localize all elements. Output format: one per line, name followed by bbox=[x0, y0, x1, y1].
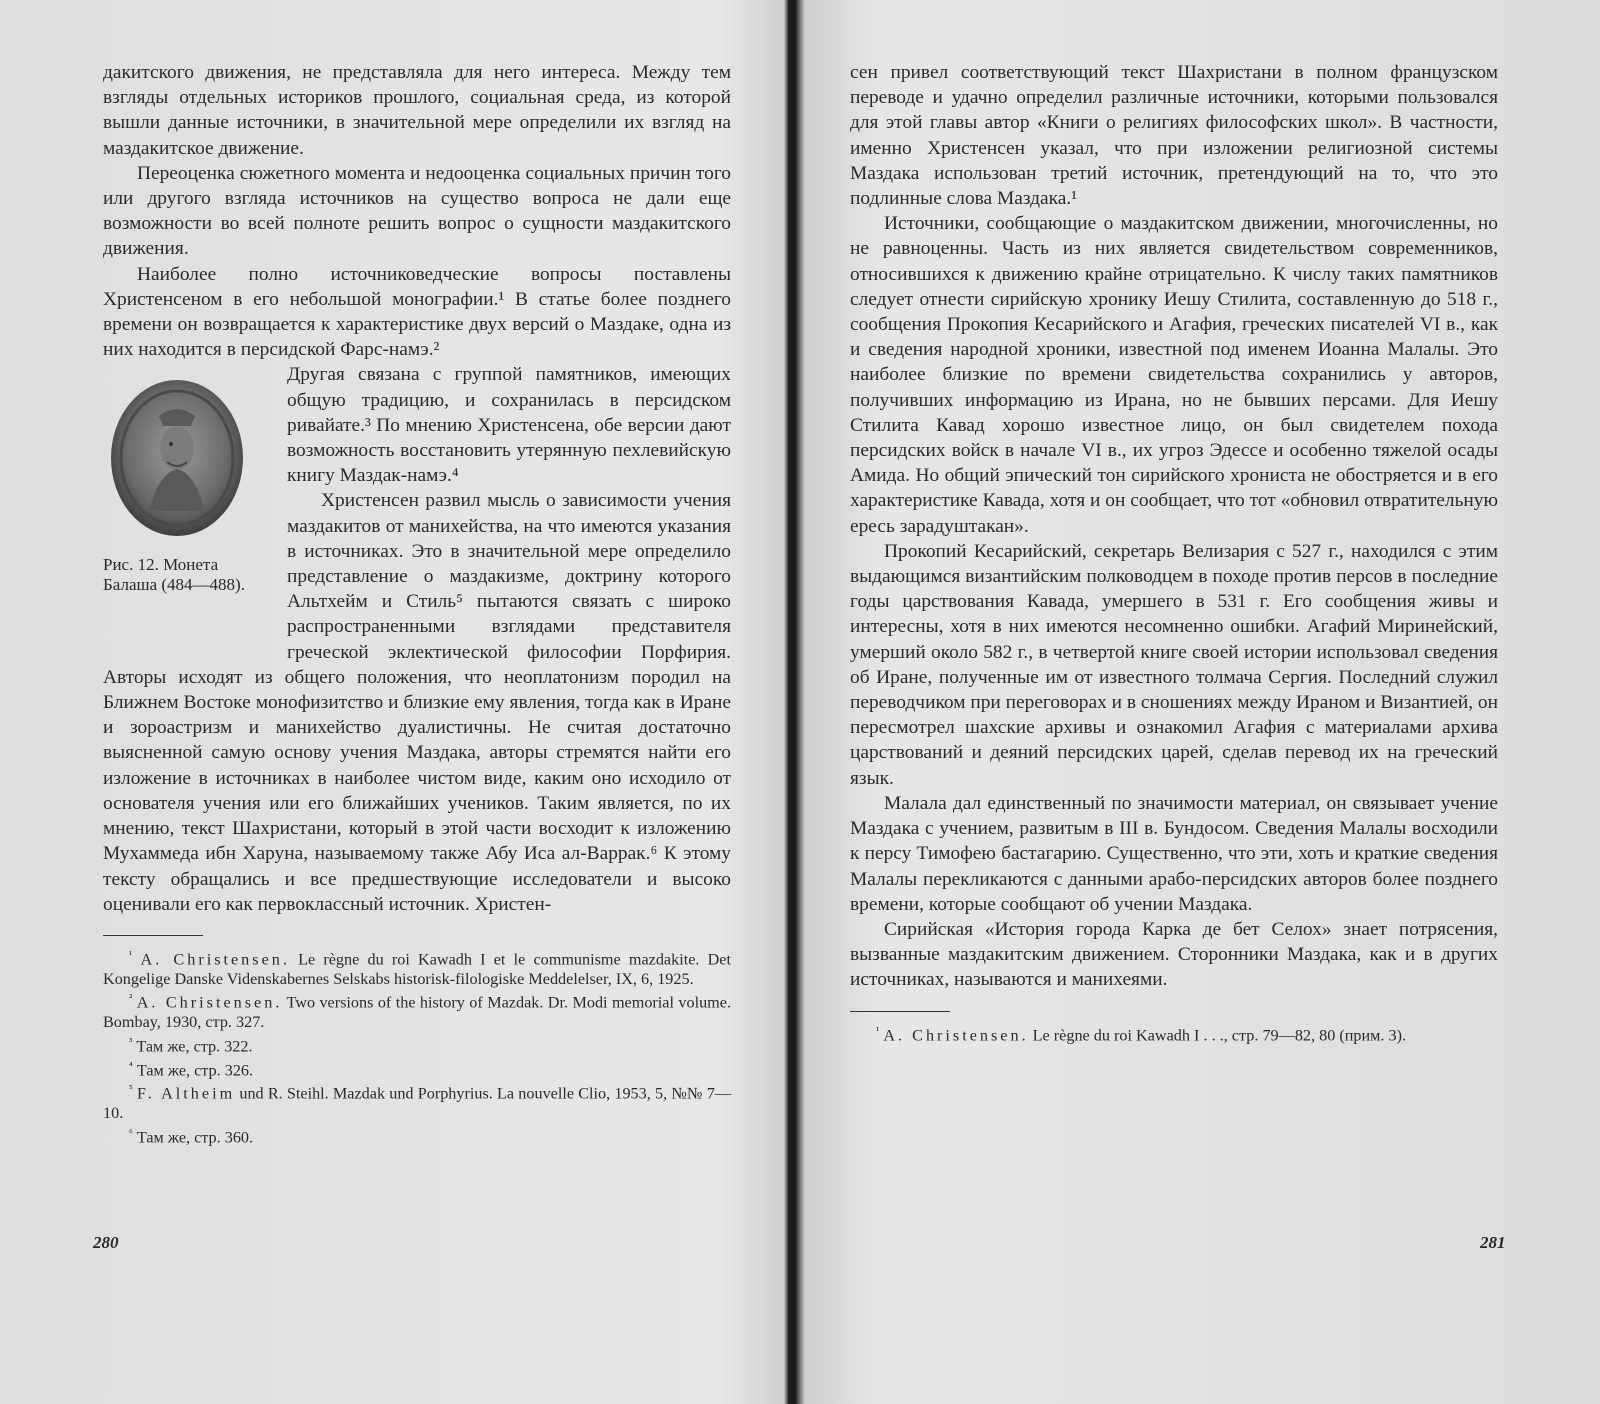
left-page bbox=[0, 0, 785, 1404]
right-paragraph-1: сен привел соответствующий текст Шахристани в полном французском переводе и удачно определил различные источники, которыми пользовался для этой главы автор «Книги о религиях философских школ». В частности, именно Христенсен указал, что при изложении религиозной системы Маздака использован третий источник, претендующий на то, что это подлинные слова Маздака.¹ bbox=[850, 62, 1498, 210]
footnote: $^{^5}$ F. Altheim und R. Steihl. Mazdak und Porphyrius. La nouvelle Clio, 1953, 5, №№ 7—10. bbox=[103, 1083, 732, 1123]
right-paragraph-3: Прокопий Кесарийский, секретарь Велизария с 527 г., находился с этим выдающимся византийским полководцем в походе против персов в последние годы царствования Кавада, умершего в 531 г. Его сообщения живы и интересны, хотя в них имеются несомненно ошибки. Агафий Миринейский, умерший около 582 г., в четвертой книге своей истории использовал сведения об Иране, полученные им от известного толмача Сергия. Последний служил переводчиком при переговорах и в сношениях между Ираном и Византией, он пересмотрел шахские архивы и ознакомил Агафия с материалами архива царствований и деяний персидских царей, сделав перевод их на греческий язык. bbox=[850, 540, 1498, 789]
right-body-text bbox=[850, 60, 1498, 1045]
left-paragraph-1: дакитского движения, не представляла для него интереса. Между тем взгляды отдельных историков прошлого, социальная среда, из которой вышли данные источники, в значительной мере определили их взгляд на маздакитское движение. bbox=[103, 62, 731, 159]
figure-caption: Рис. 12. Монета Балаша (484—488). bbox=[103, 555, 245, 595]
footnote: $^{^6}$ Там же, стр. 360. bbox=[129, 1126, 254, 1147]
left-body-text bbox=[103, 60, 731, 1148]
footnote: $^{^1}$ A. Christensen. Le règne du roi Kawadh I et le communisme mazdakite. Det Kongelige Danske Videnskabernes Selskabs historisk-filologiske Meddelelser, IX, 6, 1925. bbox=[103, 948, 731, 988]
left-paragraph-2: Переоценка сюжетного момента и недооценка социальных причин того или другого взгляда источников на существо вопроса не дали еще возможности во всей полноте решить вопрос о сущности маздакитского движения. bbox=[103, 162, 731, 260]
right-paragraph-5: Сирийская «История города Карка де бет Селох» знает потрясения, вызванные маздакитским движением. Сторонники Маздака, как и в других источниках, называются и манихеями. bbox=[850, 918, 1498, 991]
footnote: $^{^2}$ A. Christensen. Two versions of the history of Mazdak. Dr. Modi memorial volume. Bombay, 1930, стр. 327. bbox=[103, 992, 732, 1032]
footnote: $^{^3}$ Там же, стр. 322. bbox=[129, 1035, 253, 1056]
right-paragraph-2: Источники, сообщающие о маздакитском движении, многочисленны, но не равноценны. Часть из них является свидетельством современников, относившихся к движению крайне отрицательно. К числу таких памятников следует отнести сирийскую хронику Иешу Стилита, составленную до 518 г., сообщения Прокопия Кесарийского и Агафия, греческих писателей VI в., как и сведения народной хроники, известной под именем Иоанна Малалы. Это наиболее близкие по времени свидетельства сохранились у авторов, получивших информацию из Ирана, но не бывших персами. Для Иешу Стилита Кавад хорошо известное лицо, он был свидетелем похода персидских войск в начале VI в., их угроз Эдессе и особенно тяжелой осады Амида. Но общий эпический тон сирийского хрониста не обостряется и в его характеристике Кавада, хотя и он сообщает, что тот «обновил отвратительную ересь зарадуштакан». bbox=[850, 213, 1498, 537]
right-paragraph-4: Малала дал единственный по значимости материал, он связывает учение Маздака с учением, развитым в III в. Бундосом. Сведения Малалы восходили к персу Тимофею бастагарию. Существенно, что эти, хоть и краткие сведения Малалы перекликаются с данными арабо-персидских авторов более позднего времени, которые сообщают об учении Маздака. bbox=[850, 792, 1498, 915]
left-footnotes bbox=[103, 946, 731, 1148]
right-footnotes bbox=[850, 1022, 1498, 1046]
coin-figure bbox=[103, 366, 273, 646]
left-paragraph-3a: Наиболее полно источниковедческие вопросы поставлены Христенсеном в его небольшой монографии.¹ В статье более позднего времени он возвращается к характеристике двух версий о Маздаке, одна из них находится в персидской Фарс-намэ.² bbox=[103, 263, 731, 361]
left-paragraph-4: Христенсен развил мысль о зависимости учения маздакитов от манихейства, на что имеются указания в источниках. Это в значительной мере определило представление о маздакизме, доктрину которого Альтхейм и Стиль⁵ пытаются связать с широко распространенными взглядами представителя греческой эклектической философии Порфирия. Авторы исходят из общего положения, что неоплатонизм породил на Ближнем Востоке монофизитство и близкие ему явления, тогда как в Иране и зороастризм и манихейство дуалистичны. Не считая достаточно выясненной самую основу учения Маздака, авторы стремятся найти его изложение в источниках в наиболее чистом виде, каким оно исходило от основателя учения или его ближайших учеников. Таким является, по их мнению, текст Шахристани, который в этой части восходит к изложению Мухаммеда ибн Харуна, называемому также Абу Иса ал-Варрак.⁶ К этому тексту обращались и все предшествующие исследователи и высоко оценивали его как первоклассный источник. Христен- bbox=[103, 490, 731, 915]
footnote: $^{^4}$ Там же, стр. 326. bbox=[129, 1059, 254, 1079]
page-number-left: 280 bbox=[93, 1233, 119, 1252]
page-number-right: 281 bbox=[1480, 1233, 1506, 1252]
footnote-rule bbox=[103, 935, 203, 936]
coin-image bbox=[107, 376, 247, 541]
right-page bbox=[800, 0, 1600, 1404]
footnote: $^{^1}$ A. Christensen. Le règne du roi Kawadh I . . ., стр. 79—82, 80 (прим. 3). bbox=[876, 1024, 1407, 1044]
left-paragraph-3b: Другая связана с группой памятников, имеющих общую традицию, и сохранилась в персидском ривайате.³ По мнению Христенсена, обе версии дают возможность восстановить утерянную пехлевийскую книгу Маздак-намэ.⁴ bbox=[287, 364, 731, 487]
footnote-rule bbox=[850, 1011, 950, 1012]
